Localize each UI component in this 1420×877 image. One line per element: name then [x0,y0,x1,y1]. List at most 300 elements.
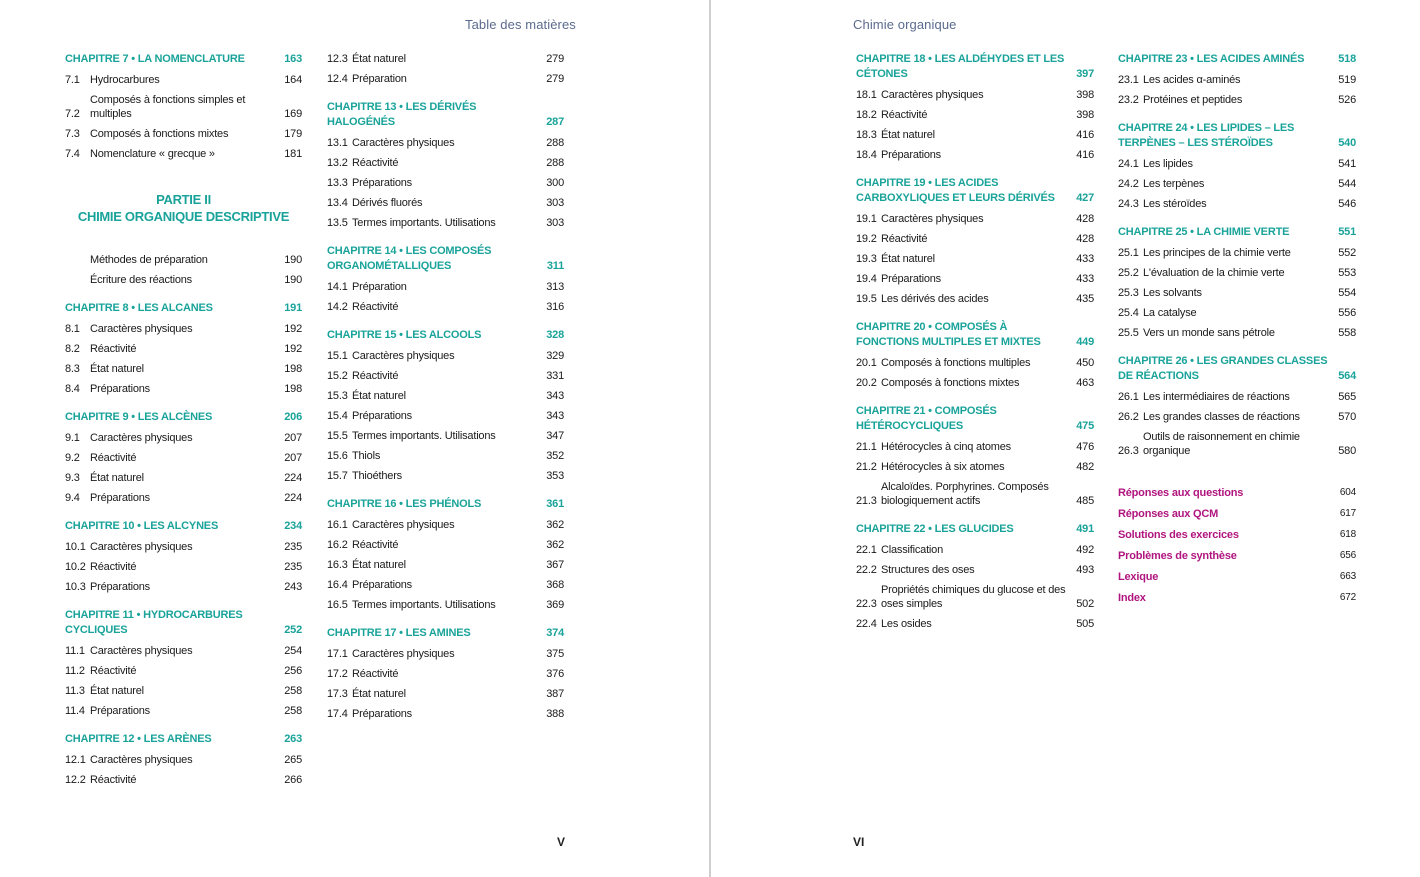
toc-entry[interactable] [327,429,564,443]
section-page-number: 362 [546,539,564,551]
section-page-number: 450 [1076,357,1094,369]
section-page-number: 492 [1076,544,1094,556]
section-title: Caractères physiques [90,754,193,766]
section-number: 8.3 [65,363,80,375]
back-matter-entry[interactable] [1118,570,1356,584]
back-matter-entry[interactable] [1118,507,1356,521]
toc-entry[interactable] [327,52,564,66]
section-title: Termes importants. Utilisations [352,430,496,442]
section-page-number: 164 [284,74,302,86]
section-title: État naturel [90,472,144,484]
toc-entry[interactable] [1118,410,1356,424]
chapter-heading[interactable] [1118,354,1356,384]
toc-entry[interactable] [327,647,564,661]
section-page-number: 179 [284,128,302,140]
toc-entry[interactable] [65,73,302,87]
section-title: Hydrocarbures [90,74,160,86]
chapter-title: CHAPITRE 21 • COMPOSÉS HÉTÉROCYCLIQUES [856,405,997,432]
section-page-number: 556 [1338,307,1356,319]
section-title: Les solvants [1143,287,1202,299]
toc-entry[interactable] [65,684,302,698]
toc-entry[interactable] [1118,73,1356,87]
toc-entry[interactable] [327,409,564,423]
toc-entry[interactable] [856,376,1094,390]
toc-entry[interactable] [1118,266,1356,280]
section-page-number: 552 [1338,247,1356,259]
toc-entry[interactable] [856,563,1094,577]
section-number: 24.3 [1118,198,1139,210]
section-number: 10.2 [65,561,86,573]
toc-entry[interactable] [327,578,564,592]
chapter-page-number: 427 [1076,192,1094,204]
page-number-right: VI [853,835,865,849]
toc-entry[interactable] [1118,246,1356,260]
section-title: Réactivité [352,301,399,313]
toc-entry[interactable] [65,491,302,505]
section-number: 23.2 [1118,94,1139,106]
toc-entry[interactable] [327,598,564,612]
chapter-heading[interactable] [327,244,564,274]
toc-entry[interactable] [327,707,564,721]
section-number: 13.4 [327,197,348,209]
section-title: Termes importants. Utilisations [352,217,496,229]
section-title: Réactivité [90,343,137,355]
section-number: 16.4 [327,579,348,591]
section-page-number: 343 [546,390,564,402]
chapter-title: CHAPITRE 23 • LES ACIDES AMINÉS [1118,53,1305,65]
chapter-heading[interactable] [327,100,564,130]
toc-entry[interactable] [856,128,1094,142]
section-title: Préparations [352,410,412,422]
section-title: Préparations [352,579,412,591]
section-number: 17.2 [327,668,348,680]
section-title: Caractères physiques [881,89,984,101]
chapter-page-number: 252 [284,624,302,636]
section-number: 14.1 [327,281,348,293]
section-page-number: 375 [546,648,564,660]
section-title: Réactivité [90,452,137,464]
chapter-heading[interactable] [65,52,302,67]
toc-entry[interactable] [856,88,1094,102]
section-number: 12.2 [65,774,86,786]
toc-entry[interactable] [65,580,302,594]
section-title: Méthodes de préparation [90,254,208,266]
toc-entry[interactable] [327,300,564,314]
section-title: Caractères physiques [90,323,193,335]
toc-entry[interactable] [856,108,1094,122]
section-title: Dérivés fluorés [352,197,423,209]
toc-entry[interactable] [856,617,1094,631]
toc-entry[interactable] [1118,390,1356,404]
chapter-heading[interactable] [1118,225,1356,240]
back-matter-title: Index [1118,592,1146,604]
toc-entry[interactable] [327,156,564,170]
chapter-page-number: 206 [284,411,302,423]
section-page-number: 343 [546,410,564,422]
section-title: Protéines et peptides [1143,94,1243,106]
section-number: 17.3 [327,688,348,700]
section-number: 25.2 [1118,267,1139,279]
section-title: Préparation [352,73,407,85]
toc-entry[interactable] [65,540,302,554]
back-matter-page-number: 663 [1339,571,1356,582]
chapter-heading[interactable] [1118,121,1356,151]
back-matter-entry[interactable] [1118,486,1356,500]
section-page-number: 367 [546,559,564,571]
section-page-number: 190 [284,254,302,266]
section-page-number: 398 [1076,89,1094,101]
section-page-number: 329 [546,350,564,362]
right-page [711,0,1420,877]
section-number: 9.4 [65,492,80,504]
section-number: 11.1 [65,645,85,657]
toc-entry[interactable] [65,382,302,396]
section-page-number: 485 [1076,495,1094,507]
toc-entry[interactable] [856,356,1094,370]
section-title: Les grandes classes de réactions [1143,411,1300,423]
chapter-title: CHAPITRE 17 • LES AMINES [327,627,471,639]
section-title: Préparations [90,383,150,395]
section-title: Préparations [352,177,412,189]
toc-column-left-1 [65,46,302,793]
running-head-left: Table des matières [465,17,576,32]
section-title: Thioéthers [352,470,402,482]
section-page-number: 362 [546,519,564,531]
part-title: CHIMIE ORGANIQUE DESCRIPTIVE [77,209,290,224]
section-page-number: 352 [546,450,564,462]
section-page-number: 347 [546,430,564,442]
section-page-number: 279 [546,53,564,65]
toc-entry[interactable] [856,252,1094,266]
chapter-page-number: 475 [1076,420,1094,432]
section-number: 14.2 [327,301,348,313]
toc-entry[interactable] [856,543,1094,557]
back-matter-page-number: 672 [1339,592,1356,603]
chapter-page-number: 491 [1076,523,1094,535]
section-page-number: 463 [1076,377,1094,389]
section-page-number: 303 [546,197,564,209]
section-number: 10.3 [65,581,86,593]
chapter-heading[interactable] [856,176,1094,206]
toc-entry[interactable] [327,196,564,210]
toc-entry[interactable] [856,148,1094,162]
section-page-number: 388 [546,708,564,720]
chapter-page-number: 518 [1338,53,1356,65]
chapter-heading[interactable] [327,626,564,641]
section-number: 8.1 [65,323,80,335]
section-title: Préparations [881,149,941,161]
section-title: Propriétés chimiques du glucose et des oses simples [881,584,1066,610]
toc-entry[interactable] [327,349,564,363]
back-matter-page-number: 604 [1339,487,1356,498]
section-title: Les terpènes [1143,178,1205,190]
toc-entry[interactable] [856,232,1094,246]
chapter-heading[interactable] [65,732,302,747]
section-number: 7.1 [65,74,80,86]
section-page-number: 554 [1338,287,1356,299]
section-page-number: 416 [1076,149,1094,161]
chapter-page-number: 311 [546,260,564,272]
section-page-number: 300 [546,177,564,189]
section-title: Réactivité [90,774,137,786]
toc-entry[interactable] [65,93,302,121]
page-number-left: V [557,835,566,849]
toc-entry[interactable] [65,147,302,161]
chapter-page-number: 449 [1076,336,1094,348]
section-title: La catalyse [1143,307,1197,319]
section-title: État naturel [352,390,406,402]
toc-entry[interactable] [65,127,302,141]
chapter-title: CHAPITRE 12 • LES ARÈNES [65,733,212,745]
chapter-title: CHAPITRE 16 • LES PHÉNOLS [327,498,482,510]
back-matter-page-number: 617 [1339,508,1356,519]
toc-entry[interactable] [1118,326,1356,340]
toc-entry[interactable] [327,176,564,190]
section-number: 25.3 [1118,287,1139,299]
section-title: Caractères physiques [352,137,455,149]
toc-entry[interactable] [856,460,1094,474]
section-title: Vers un monde sans pétrole [1143,327,1275,339]
section-page-number: 224 [284,492,302,504]
section-title: État naturel [352,559,406,571]
back-matter-entry[interactable] [1118,591,1356,605]
chapter-page-number: 287 [546,116,564,128]
chapter-page-number: 361 [546,498,564,510]
toc-entry[interactable] [327,72,564,86]
section-page-number: 476 [1076,441,1094,453]
back-matter-title: Problèmes de synthèse [1118,550,1237,562]
section-number: 19.4 [856,273,877,285]
toc-entry[interactable] [327,369,564,383]
section-title: Classification [881,544,944,556]
section-title: Préparations [90,705,150,717]
chapter-heading[interactable] [856,52,1094,82]
toc-entry[interactable] [327,280,564,294]
section-number: 9.3 [65,472,80,484]
chapter-page-number: 374 [546,627,564,639]
back-matter-entry[interactable] [1118,528,1356,542]
section-page-number: 428 [1076,213,1094,225]
toc-entry[interactable] [327,136,564,150]
section-number: 18.3 [856,129,877,141]
section-page-number: 526 [1338,94,1356,106]
back-matter-list [1118,486,1356,605]
chapter-heading[interactable] [1118,52,1356,67]
toc-entry[interactable] [327,469,564,483]
section-title: État naturel [881,253,935,265]
chapter-heading[interactable] [327,328,564,343]
section-title: Réactivité [90,561,137,573]
chapter-title: CHAPITRE 19 • LES ACIDES CARBOXYLIQUES ET LEURS DÉRIVÉS [856,177,1055,204]
toc-entry[interactable] [65,644,302,658]
section-page-number: 258 [284,705,302,717]
toc-entry[interactable] [65,342,302,356]
section-number: 22.3 [856,598,877,610]
toc-column-left-2 [327,46,564,727]
toc-entry[interactable] [65,451,302,465]
section-title: Thiols [352,450,381,462]
section-title: Les osides [881,618,932,630]
section-number: 13.2 [327,157,348,169]
section-title: Alcaloïdes. Porphyrines. Composés biologiquement actifs [881,481,1049,507]
section-page-number: 580 [1338,445,1356,457]
section-title: Termes importants. Utilisations [352,599,496,611]
chapter-heading[interactable] [856,522,1094,537]
toc-entry[interactable] [856,440,1094,454]
section-page-number: 169 [284,108,302,120]
section-title: Caractères physiques [352,350,455,362]
toc-entry[interactable] [327,538,564,552]
toc-entry[interactable] [856,583,1094,611]
section-number: 16.3 [327,559,348,571]
chapter-title: CHAPITRE 18 • LES ALDÉHYDES ET LES CÉTONES [856,53,1065,80]
section-title: L'évaluation de la chimie verte [1143,267,1285,279]
section-title: Composés à fonctions mixtes [881,377,1020,389]
section-number: 11.2 [65,665,85,677]
section-number: 26.2 [1118,411,1139,423]
section-title: Les acides α-aminés [1143,74,1241,86]
toc-entry[interactable] [1118,197,1356,211]
section-number: 22.4 [856,618,877,630]
section-title: Préparations [90,492,150,504]
back-matter-title: Lexique [1118,571,1159,583]
section-title: Réactivité [352,157,399,169]
toc-entry[interactable] [327,667,564,681]
section-number: 15.2 [327,370,348,382]
section-number: 15.5 [327,430,348,442]
toc-entry[interactable] [65,253,302,267]
section-number: 7.2 [65,108,80,120]
section-title: Réactivité [352,539,399,551]
chapter-heading[interactable] [65,301,302,316]
section-number: 15.3 [327,390,348,402]
chapter-heading[interactable] [327,497,564,512]
toc-entry[interactable] [1118,157,1356,171]
chapter-heading[interactable] [856,404,1094,434]
toc-entry[interactable] [1118,430,1356,458]
section-title: État naturel [352,688,406,700]
chapter-heading[interactable] [65,410,302,425]
toc-entry[interactable] [856,212,1094,226]
chapter-heading[interactable] [65,608,302,638]
section-page-number: 303 [546,217,564,229]
back-matter-title: Réponses aux questions [1118,487,1244,499]
section-title: Composés à fonctions simples et multiples [90,94,246,120]
toc-entry[interactable] [65,753,302,767]
section-number: 18.4 [856,149,877,161]
section-title: Les intermédiaires de réactions [1143,391,1290,403]
section-number: 19.2 [856,233,877,245]
section-page-number: 192 [284,323,302,335]
section-number: 24.2 [1118,178,1139,190]
section-page-number: 288 [546,157,564,169]
toc-entry[interactable] [65,431,302,445]
toc-entry[interactable] [65,471,302,485]
toc-entry[interactable] [327,518,564,532]
toc-entry[interactable] [327,687,564,701]
chapter-title: CHAPITRE 9 • LES ALCÈNES [65,411,213,423]
section-page-number: 190 [284,274,302,286]
section-title: Réactivité [881,109,928,121]
section-page-number: 376 [546,668,564,680]
section-page-number: 493 [1076,564,1094,576]
section-page-number: 316 [546,301,564,313]
section-page-number: 181 [284,148,302,160]
section-number: 26.3 [1118,445,1139,457]
toc-column-right-2 [1118,46,1356,612]
toc-entry[interactable] [327,216,564,230]
toc-entry[interactable] [65,704,302,718]
toc-entry[interactable] [65,664,302,678]
toc-entry[interactable] [327,389,564,403]
section-page-number: 546 [1338,198,1356,210]
toc-entry[interactable] [856,292,1094,306]
back-matter-page-number: 618 [1339,529,1356,540]
toc-entry[interactable] [1118,177,1356,191]
toc-entry[interactable] [327,449,564,463]
section-page-number: 570 [1338,411,1356,423]
section-title: Outils de raisonnement en chimie organique [1143,431,1300,457]
toc-entry[interactable] [65,773,302,787]
section-title: Préparations [90,581,150,593]
toc-entry[interactable] [1118,286,1356,300]
back-matter-title: Réponses aux QCM [1118,508,1219,520]
section-title: État naturel [90,363,144,375]
section-page-number: 207 [284,432,302,444]
section-number: 19.3 [856,253,877,265]
section-number: 15.1 [327,350,348,362]
chapter-heading[interactable] [65,519,302,534]
section-page-number: 482 [1076,461,1094,473]
toc-entry[interactable] [856,480,1094,508]
section-number: 9.2 [65,452,80,464]
section-page-number: 541 [1338,158,1356,170]
toc-entry[interactable] [65,322,302,336]
chapter-page-number: 263 [284,733,302,745]
section-title: Caractères physiques [90,432,193,444]
section-number: 11.4 [65,705,85,717]
section-number: 26.1 [1118,391,1139,403]
section-number: 22.2 [856,564,877,576]
chapter-title: CHAPITRE 10 • LES ALCYNES [65,520,219,532]
section-page-number: 243 [284,581,302,593]
chapter-heading[interactable] [856,320,1094,350]
toc-entry[interactable] [1118,306,1356,320]
toc-entry[interactable] [856,272,1094,286]
toc-entry[interactable] [65,560,302,574]
section-page-number: 368 [546,579,564,591]
section-page-number: 387 [546,688,564,700]
chapter-page-number: 234 [284,520,302,532]
section-number: 9.1 [65,432,80,444]
section-number: 7.4 [65,148,80,160]
section-page-number: 265 [284,754,302,766]
section-page-number: 331 [546,370,564,382]
section-number: 16.2 [327,539,348,551]
back-matter-entry[interactable] [1118,549,1356,563]
toc-entry[interactable] [1118,93,1356,107]
section-page-number: 198 [284,363,302,375]
section-title: Préparation [352,281,407,293]
chapter-page-number: 191 [284,302,302,314]
section-number: 20.1 [856,357,877,369]
section-title: Caractères physiques [352,519,455,531]
chapter-page-number: 551 [1338,226,1356,238]
toc-entry[interactable] [65,273,302,287]
section-page-number: 553 [1338,267,1356,279]
toc-entry[interactable] [327,558,564,572]
toc-entry[interactable] [65,362,302,376]
